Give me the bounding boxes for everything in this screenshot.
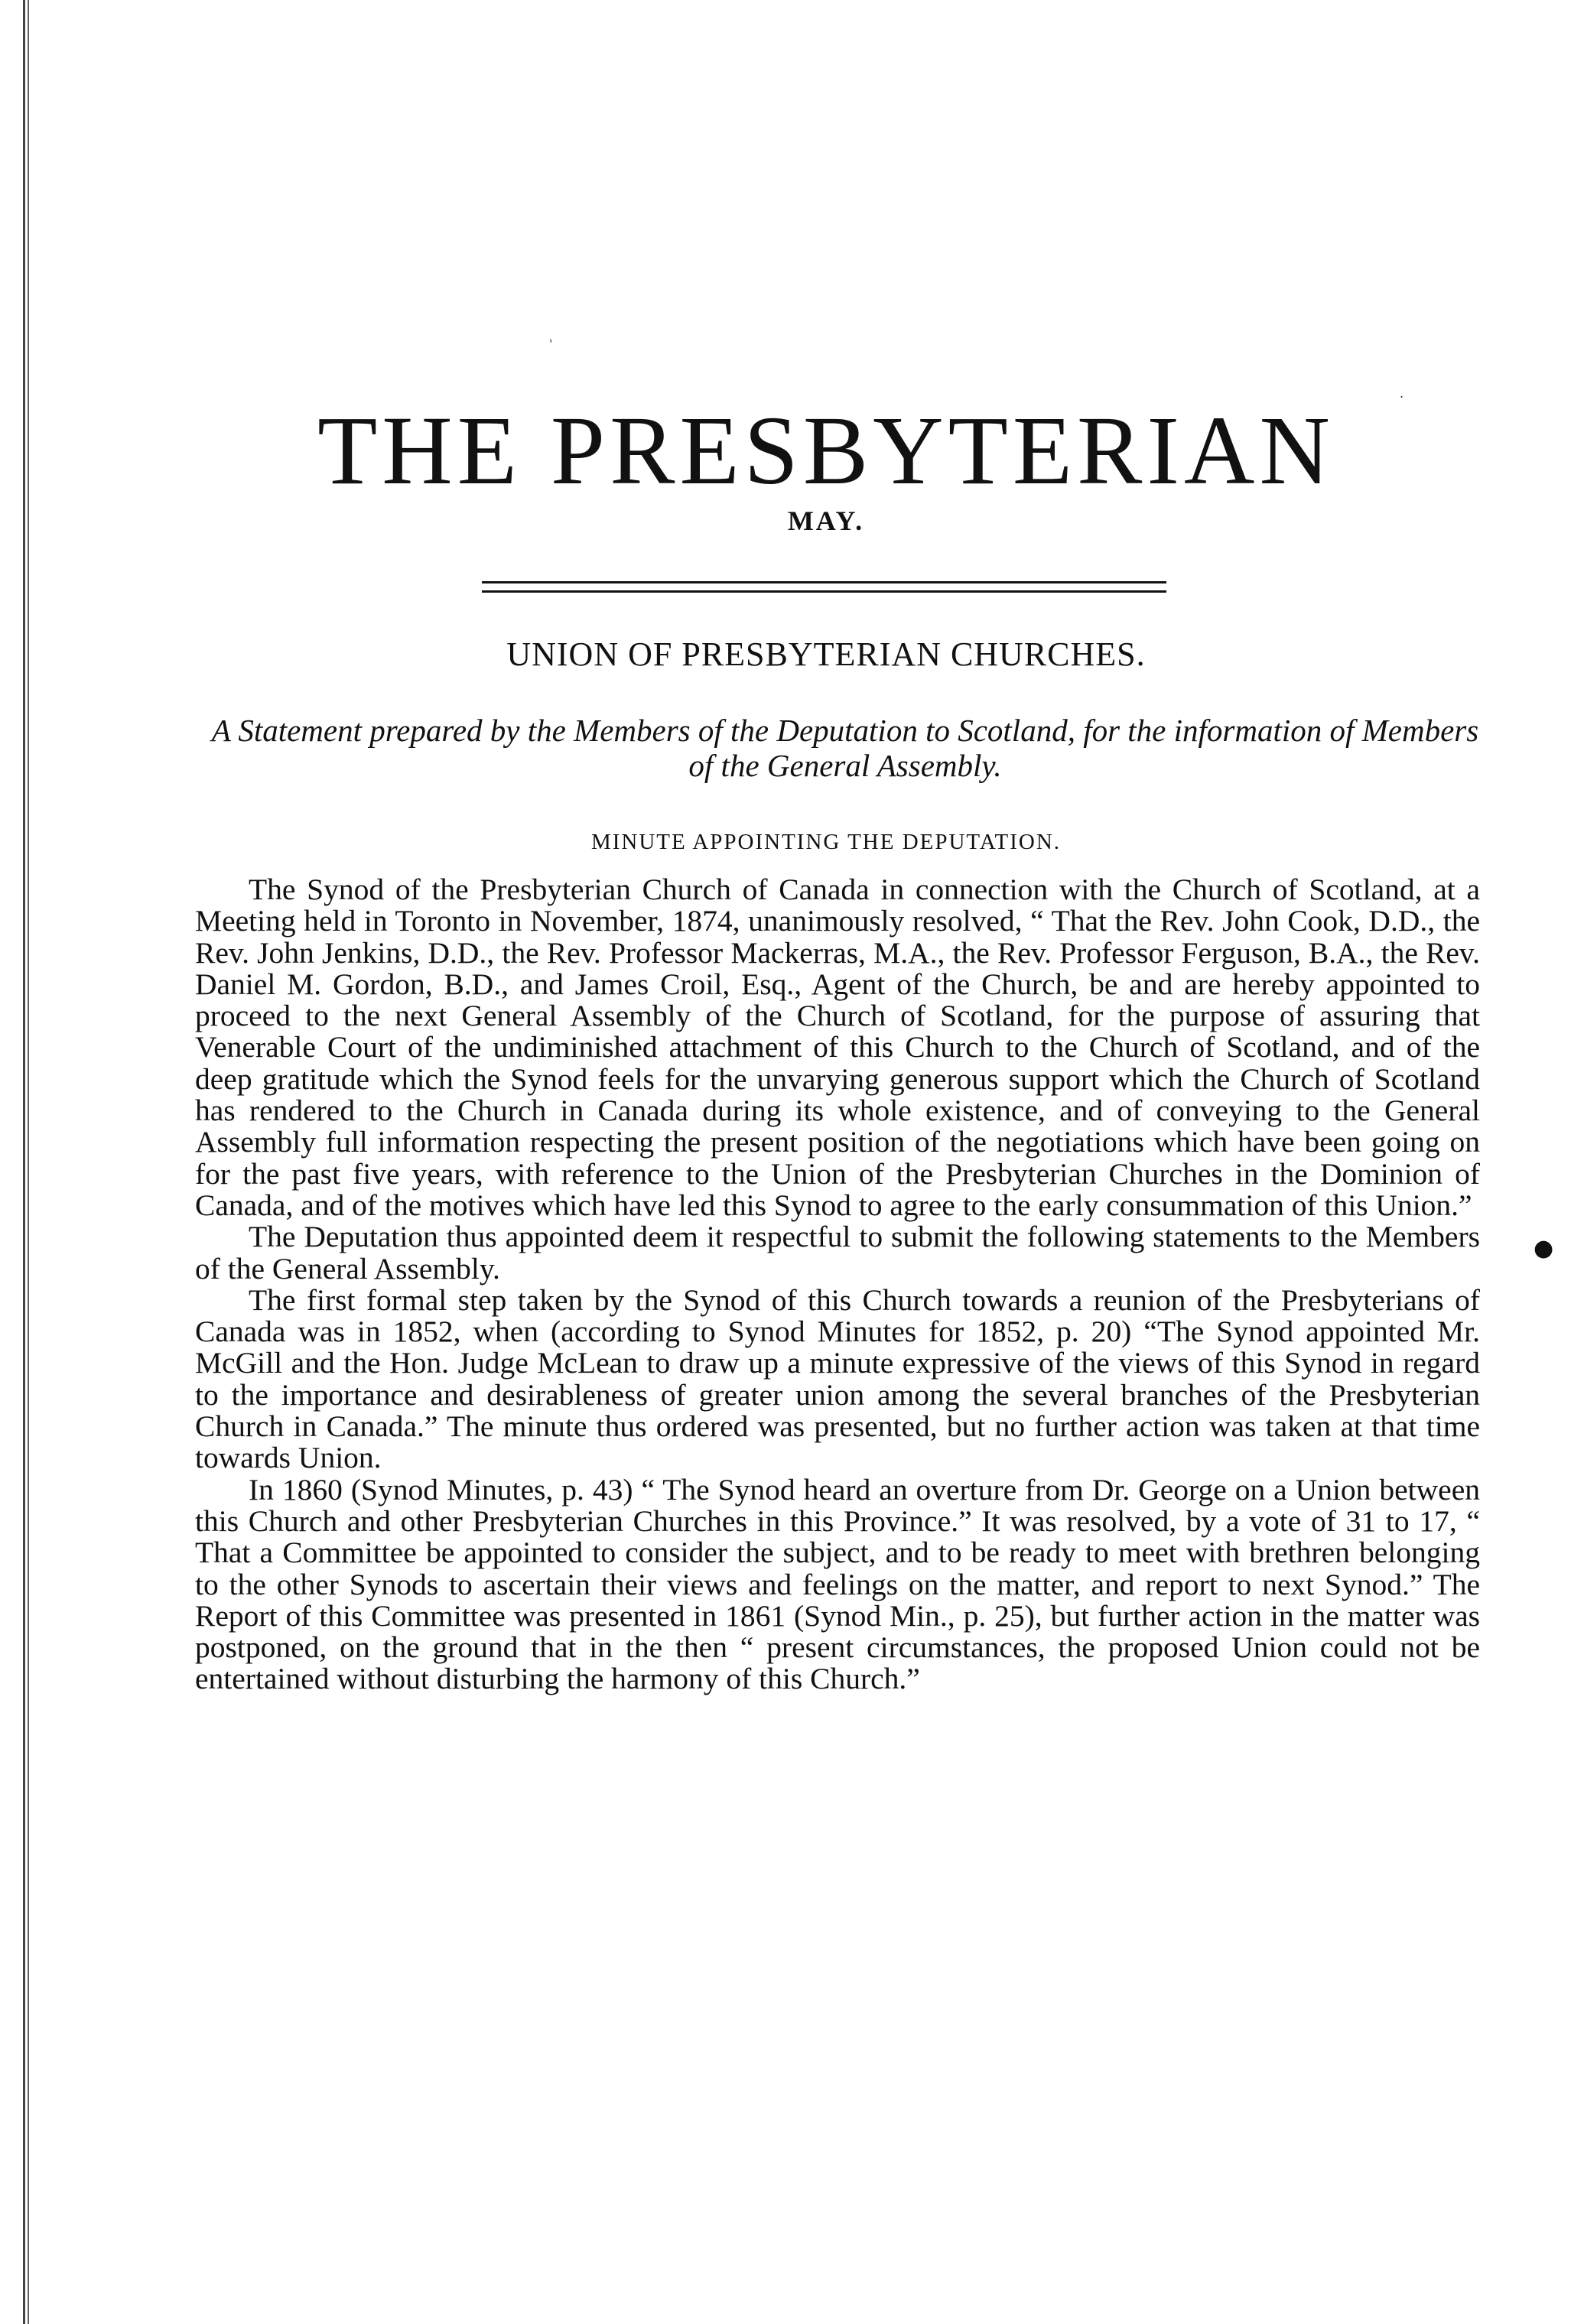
issue-month: MAY.	[787, 505, 865, 536]
scanned-page-edge	[23, 0, 30, 2324]
paragraph: The Deputation thus appointed deem it respectful to submit the following statements to the Members of the General Assembly.	[195, 1220, 1480, 1286]
document-page	[172, 0, 1480, 2324]
paragraph: The first formal step taken by the Synod of this Church towards a reunion of the Presbyterians of Canada was in 1852, when (according to Synod Minutes for 1852, p. 20) “The Synod appointed Mr. McGill and the Hon. Judge McLean to draw up a minute expressive of the views of this Synod in regard to the importance and desirableness of greater union among the several branches of the Presbyterian Church in Canada.” The minute thus ordered was presented, but no further action was taken at that time towards Union.	[195, 1282, 1480, 1475]
article-heading: UNION OF PRESBYTERIAN CHURCHES.	[506, 635, 1146, 673]
double-rule-top	[482, 581, 1166, 583]
paragraph: In 1860 (Synod Minutes, p. 43) “ The Synod heard an overture from Dr. George on a Union between this Church and other Presbyterian Churches in this Province.” It was resolved, by a vote of 31 to 17, “ That a Committee be appointed to consider the subject, and to be ready to meet with brethren belonging to the other Synods to ascertain their views and feelings on the matter, and report to next Synod.” The Report of this Committee was presented in 1861 (Synod Min., p. 25), but further action in the matter was postponed, on the ground that in the then “ present circumstances, the proposed Union could not be entertained without disturbing the harmony of this Church.”	[195, 1472, 1480, 1696]
masthead-title: THE PRESBYTERIAN	[317, 396, 1335, 505]
minute-heading: MINUTE APPOINTING THE DEPUTATION.	[590, 830, 1062, 854]
stray-print-mark: '	[549, 336, 553, 351]
paragraph: The Synod of the Presbyterian Church of Canada in connection with the Church of Scotland, at a Meeting held in Toronto in November, 1874, unanimously resolved, “ That the Rev. John Cook, D.D., the Rev. John Jenkins, D.D., the Rev. Professor Mackerras, M.A., the Rev. Professor Ferguson, B.A., the Rev. Daniel M. Gordon, B.D., and James Croil, Esq., Agent of the Church, be and are hereby appointed to proceed to the next General Assembly of the Church of Scotland, for the purpose of assuring that Venerable Court of the undiminished attachment of this Church to the Church of Scotland, and of the deep gratitude which the Synod feels for the unvarying generous support which the Church of Scotland has rendered to the Church in Canada during its whole existence, and of conveying to the General Assembly full information respecting the present position of the negotiations which have been going on for the past five years, with reference to the Union of the Presbyterian Churches in the Dominion of Canada, and of the motives which have led this Synod to agree to the early consummation of this Union.”	[195, 873, 1480, 1222]
stray-print-mark: .	[1400, 386, 1404, 401]
double-rule-bottom	[482, 590, 1166, 593]
article-statement: A Statement prepared by the Members of the Deputation to Scotland, for the information of Members of the General Assembly.	[211, 713, 1479, 783]
article-body	[195, 874, 1480, 1695]
margin-bullet-mark: ●	[1534, 1235, 1554, 1262]
